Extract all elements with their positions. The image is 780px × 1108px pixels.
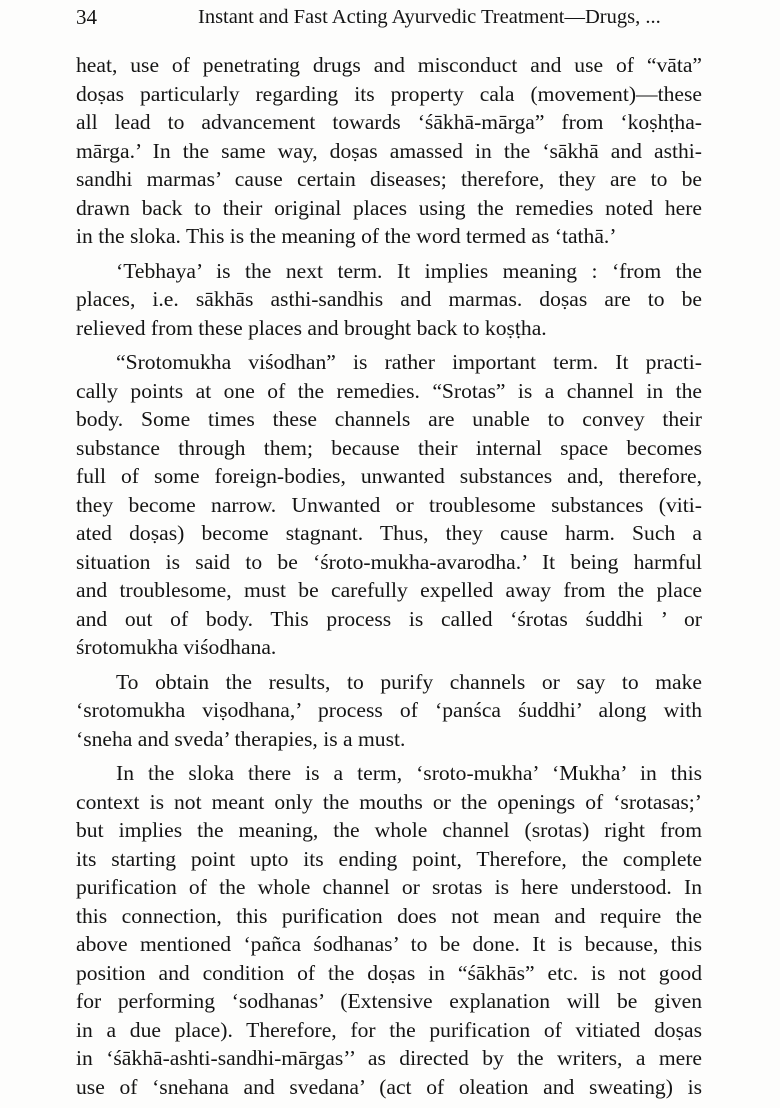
text-line: for performing ‘sodhanas’ (Extensive explanation will be given [76,989,702,1013]
text-line: above mentioned ‘pañca śodhanas’ to be done. It is because, this [76,932,702,956]
text-line: ‘sneha and sveda’ therapies, is a must. [76,726,406,751]
text-line: places, i.e. sākhās asthi-sandhis and marmas. doṣas are to be [76,287,702,311]
text-line: drawn back to their original places using the remedies noted here [76,195,702,220]
text-line: To obtain the results, to purify channels or say to make [116,669,702,694]
text-line: in a due place). Therefore, for the purification of vitiated doṣas [76,1017,702,1042]
text-line: relieved from these places and brought back to koṣṭha. [76,315,547,340]
text-line: In the sloka there is a term, ‘sroto-mukha’ ‘Mukha’ in this [116,761,702,785]
text-line: and out of body. This process is called ‘śrotas śuddhi ’ or [76,606,702,631]
text-line: heat, use of penetrating drugs and misconduct and use of “vāta” [76,53,702,77]
text-line: ‘Tebhaya’ is the next term. It implies meaning : ‘from the [116,258,702,283]
paragraph [76,348,702,662]
paragraph [76,759,702,1101]
text-line: purification of the whole channel or srotas is here understood. In [76,875,702,899]
text-line: substance through them; because their internal space becomes [76,435,702,460]
paragraph [76,51,702,251]
text-line: mārga.’ In the same way, doṣas amassed in the ‘sākhā and asthi- [76,138,702,163]
text-line: its starting point upto its ending point, Therefore, the complete [76,846,702,871]
running-title: Instant and Fast Acting Ayurvedic Treatment—Drugs, ... [198,6,661,28]
running-head [76,4,702,30]
text-line: śrotomukha viśodhana. [76,635,277,659]
text-line: body. Some times these channels are unable to convey their [76,407,702,431]
text-line: context is not meant only the mouths or the openings of ‘srotasas;’ [76,789,702,814]
text-line: all lead to advancement towards ‘śākhā-mārga” from ‘koṣhṭha- [76,110,702,134]
text-line: cally points at one of the remedies. “Srotas” is a channel in the [76,378,702,403]
text-line: sandhi marmas’ cause certain diseases; therefore, they are to be [76,167,702,191]
text-line: use of ‘snehana and svedana’ (act of oleation and sweating) is [76,1074,702,1099]
text-line: ated doṣas) become stagnant. Thus, they cause harm. Such a [76,521,702,545]
paragraph [76,668,702,754]
text-line: in the sloka. This is the meaning of the word termed as ‘tathā.’ [76,224,617,248]
text-line: doṣas particularly regarding its property cala (movement)—these [76,81,702,106]
text-line: and troublesome, must be carefully expelled away from the place [76,578,702,602]
text-line: “Srotomukha viśodhan” is rather important term. It practi- [116,350,702,374]
text-line: this connection, this purification does not mean and require the [76,903,702,928]
body-text [76,51,702,1107]
text-line: position and condition of the doṣas in “śākhās” etc. is not good [76,960,702,985]
text-line: full of some foreign-bodies, unwanted substances and, therefore, [76,464,702,488]
paragraph [76,257,702,343]
text-line: they become narrow. Unwanted or troublesome substances (viti- [76,492,702,517]
page-number: 34 [76,5,97,29]
text-line: in ‘śākhā-ashti-sandhi-mārgas’’ as directed by the writers, a mere [76,1046,702,1070]
text-line: but implies the meaning, the whole channel (srotas) right from [76,818,702,842]
text-line: ‘srotomukha viṣodhana,’ process of ‘panśca śuddhi’ along with [76,698,702,722]
text-line: situation is said to be ‘śroto-mukha-avarodha.’ It being harmful [76,549,702,574]
